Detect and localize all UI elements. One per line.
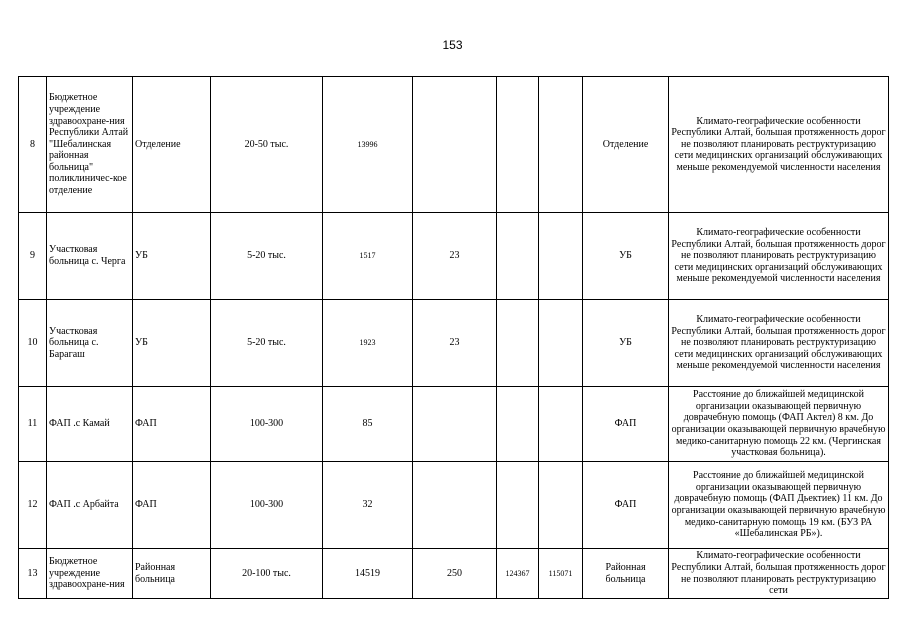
- value-column-4: [539, 549, 583, 599]
- row-number: 13: [19, 549, 47, 599]
- facility-type: УБ: [133, 213, 211, 300]
- facility-name: Бюджетное учреждение здравоохране-ния Республики Алтай "Шебалинская районная больница" поликлиничес-кое отделение: [47, 77, 133, 213]
- planned-type: ФАП: [583, 387, 669, 462]
- value-column-4: [539, 213, 583, 300]
- planned-type: Районная больница: [583, 549, 669, 599]
- value-column-4: [539, 77, 583, 213]
- population-served: 85: [323, 387, 413, 462]
- planned-type: ФАП: [583, 462, 669, 549]
- row-number: 11: [19, 387, 47, 462]
- justification: Расстояние до ближайшей медицинской организации оказывающей первичную доврачебную помощь (ФАП Дьектиек) 11 км. До организации оказывающей первичную врачебную медико-санитарную помощь 19 км. (БУЗ РА «Шебалинская РБ»).: [669, 462, 889, 549]
- value-column-3: [497, 462, 539, 549]
- population-served: 32: [323, 462, 413, 549]
- facilities-table: [18, 76, 889, 599]
- value-column-3: [497, 549, 539, 599]
- beds-count: 23: [413, 300, 497, 387]
- justification: Климато-географические особенности Республики Алтай, большая протяженность дорог не позволяют планировать реструктуризацию сети медицинских организаций обслуживающих меньше рекомендуемой численности населения: [669, 300, 889, 387]
- population-served: [323, 77, 413, 213]
- population-range: 20-50 тыс.: [211, 77, 323, 213]
- value-column-3: [497, 213, 539, 300]
- value-column-4: [539, 387, 583, 462]
- row-number: 9: [19, 213, 47, 300]
- planned-type: УБ: [583, 213, 669, 300]
- facility-name: ФАП .с Камай: [47, 387, 133, 462]
- population-served-value: 13996: [357, 139, 378, 149]
- population-range: 20-100 тыс.: [211, 549, 323, 599]
- facility-name: Участковая больница с. Барагаш: [47, 300, 133, 387]
- population-served: [323, 300, 413, 387]
- justification: Климато-географические особенности Республики Алтай, большая протяженность дорог не позволяют планировать реструктуризацию сети медицинских организаций обслуживающих меньше рекомендуемой численности населения: [669, 77, 889, 213]
- beds-count: [413, 387, 497, 462]
- facility-name: Бюджетное учреждение здравоохране-ния: [47, 549, 133, 599]
- value-column-4: [539, 300, 583, 387]
- beds-count: 250: [413, 549, 497, 599]
- facility-type: УБ: [133, 300, 211, 387]
- row-number: 10: [19, 300, 47, 387]
- row-number: 8: [19, 77, 47, 213]
- population-range: 100-300: [211, 462, 323, 549]
- table-row: [19, 77, 889, 213]
- population-range: 5-20 тыс.: [211, 300, 323, 387]
- page-number: 153: [442, 38, 463, 52]
- population-served: 14519: [323, 549, 413, 599]
- table-row: [19, 213, 889, 300]
- beds-count: [413, 462, 497, 549]
- planned-type: Отделение: [583, 77, 669, 213]
- population-range: 100-300: [211, 387, 323, 462]
- beds-count: 23: [413, 213, 497, 300]
- facility-type: Отделение: [133, 77, 211, 213]
- justification: Климато-географические особенности Республики Алтай, большая протяженность дорог не позволяют планировать реструктуризацию сети медицинских организаций обслуживающих меньше рекомендуемой численности населения: [669, 213, 889, 300]
- population-served: [323, 213, 413, 300]
- row-number: 12: [19, 462, 47, 549]
- justification: Климато-географические особенности Республики Алтай, большая протяженность дорог не позволяют планировать реструктуризацию сети: [669, 549, 889, 599]
- value-column-4: [539, 462, 583, 549]
- population-served-value: 1923: [359, 338, 376, 348]
- value-column-4-value: 115071: [548, 568, 573, 578]
- facility-name: ФАП .с Арбайта: [47, 462, 133, 549]
- facility-type: Районная больница: [133, 549, 211, 599]
- facility-type: ФАП: [133, 387, 211, 462]
- value-column-3: [497, 387, 539, 462]
- population-range: 5-20 тыс.: [211, 213, 323, 300]
- beds-count: [413, 77, 497, 213]
- value-column-3-value: 124367: [505, 568, 530, 578]
- table-row: [19, 462, 889, 549]
- planned-type: УБ: [583, 300, 669, 387]
- justification: Расстояние до ближайшей медицинской организации оказывающей первичную доврачебную помощь (ФАП Актел) 8 км. До организации оказывающей первичную врачебную медико-санитарную помощь 22 км. (Чергинская участковая больница).: [669, 387, 889, 462]
- population-served-value: 1517: [359, 251, 376, 261]
- table-row: [19, 549, 889, 599]
- table-row: [19, 387, 889, 462]
- value-column-3: [497, 300, 539, 387]
- table-row: [19, 300, 889, 387]
- value-column-3: [497, 77, 539, 213]
- facility-type: ФАП: [133, 462, 211, 549]
- facility-name: Участковая больница с. Черга: [47, 213, 133, 300]
